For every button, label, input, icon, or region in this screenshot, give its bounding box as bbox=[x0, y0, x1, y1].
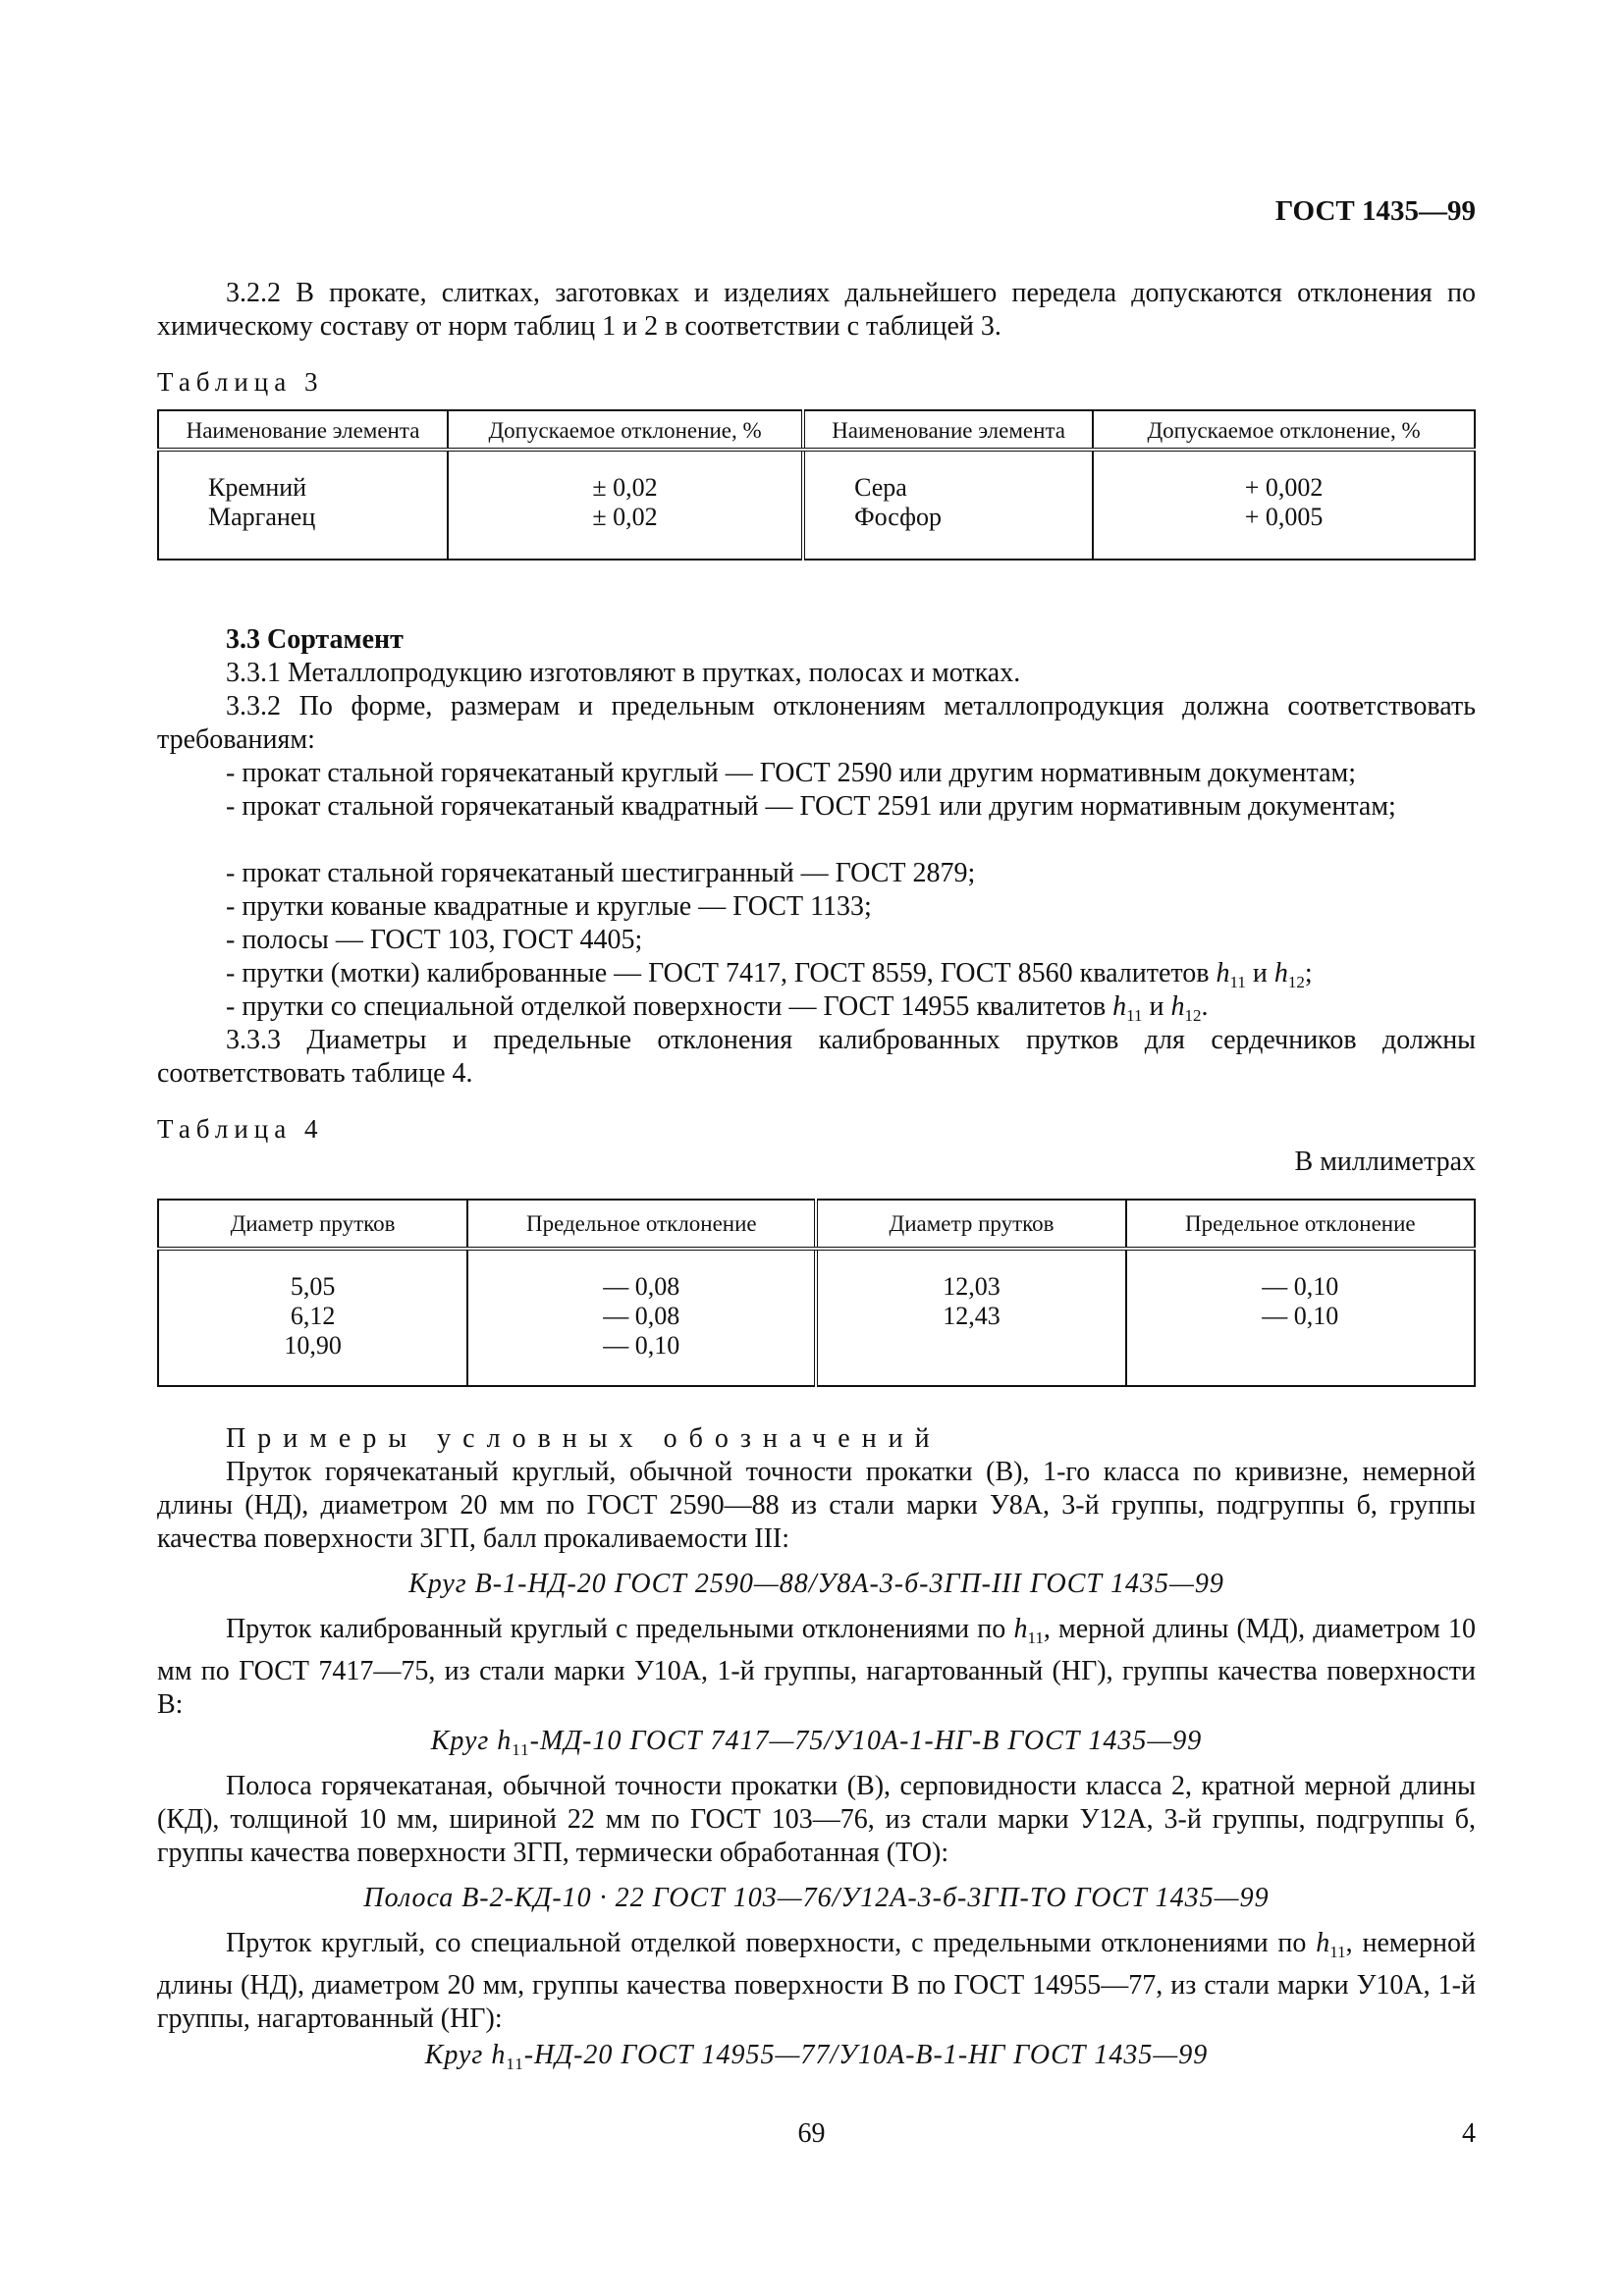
table-cell: ± 0,02 bbox=[592, 503, 658, 531]
example-3-designation: Полоса В-2-КД-10 · 22 ГОСТ 103—76/У12А-3-б-3ГП-ТО ГОСТ 1435—99 bbox=[363, 1883, 1270, 1913]
table3-col-deviation bbox=[448, 450, 803, 560]
table4-col-diameter-2 bbox=[816, 1249, 1125, 1386]
table-cell: 6,12 bbox=[290, 1302, 336, 1330]
table-cell: — 0,10 bbox=[1262, 1302, 1339, 1330]
page-number: 69 bbox=[797, 2118, 826, 2149]
table-3 bbox=[157, 409, 1476, 561]
table3-col-element-2 bbox=[803, 450, 1093, 560]
list-item-text: - прутки со специальной отделкой поверхности — ГОСТ 14955 квалитетов bbox=[226, 991, 1107, 1022]
designation-rest: -НД-20 ГОСТ 14955—77/У10А-В-1-НГ ГОСТ 1435—99 bbox=[523, 2040, 1209, 2070]
sheet-number: 4 bbox=[1462, 2118, 1476, 2149]
paragraph-3-3-3: 3.3.3 Диаметры и предельные отклонения калиброванных прутков для сердечников должны соответствовать таблице 4. bbox=[157, 1025, 1476, 1089]
table4-units: В миллиметрах bbox=[1294, 1147, 1476, 1177]
table-4 bbox=[157, 1199, 1476, 1387]
list-item: - полосы — ГОСТ 103, ГОСТ 4405; bbox=[226, 925, 643, 955]
table4-col-diameter bbox=[158, 1249, 467, 1386]
table-cell: Сера bbox=[854, 473, 907, 502]
table-cell: 5,05 bbox=[290, 1272, 336, 1301]
table-cell: + 0,005 bbox=[1244, 503, 1324, 531]
h-letter: h bbox=[1170, 991, 1185, 1022]
h-letter: h bbox=[1112, 991, 1127, 1022]
document-code: ГОСТ 1435—99 bbox=[1274, 195, 1476, 227]
table3-caption: Таблица 3 bbox=[157, 367, 324, 397]
list-item: - прутки кованые квадратные и круглые — ГОСТ 1133; bbox=[226, 891, 872, 922]
h-letter: h bbox=[1316, 1928, 1330, 1958]
table-cell: — 0,10 bbox=[1262, 1272, 1339, 1301]
subscript: 12 bbox=[1184, 1006, 1202, 1025]
punctuation: ; bbox=[1304, 958, 1313, 988]
h-letter: h bbox=[497, 1726, 513, 1756]
table-cell: + 0,002 bbox=[1244, 473, 1324, 502]
list-item: - прокат стальной горячекатаный шестигранный — ГОСТ 2879; bbox=[226, 858, 976, 888]
paragraph-3-3-2: 3.3.2 По форме, размерам и предельным отклонениям металлопродукция должна соответствовать требованиям: bbox=[157, 691, 1476, 755]
table-cell: 12,43 bbox=[943, 1302, 1001, 1330]
subscript: 11 bbox=[512, 1740, 530, 1759]
table3-header-deviation: Допускаемое отклонение, % bbox=[448, 410, 803, 450]
table3-header-element: Наименование элемента bbox=[158, 410, 448, 450]
table-cell: 10,90 bbox=[284, 1331, 342, 1360]
list-item: - прокат стальной горячекатаный квадратный — ГОСТ 2591 или другим нормативным документам; bbox=[226, 791, 1396, 822]
list-item: - прокат стальной горячекатаный круглый — ГОСТ 2590 или другим нормативным документам; bbox=[226, 758, 1357, 788]
h-letter: h bbox=[1273, 958, 1288, 988]
designation-prefix: Круг bbox=[430, 1726, 490, 1756]
section-3-3-title: 3.3 Сортамент bbox=[226, 624, 404, 655]
example-2-designation bbox=[157, 1725, 1476, 1767]
table4-caption: Таблица 4 bbox=[157, 1114, 324, 1144]
subscript: 11 bbox=[1027, 1629, 1044, 1647]
example-2-text bbox=[157, 1613, 1476, 1722]
punctuation: . bbox=[1201, 991, 1209, 1022]
table3-header-element-2: Наименование элемента bbox=[803, 410, 1093, 450]
example-1-text: Пруток горячекатаный круглый, обычной точности прокатки (В), 1-го класса по кривизне, немерной длины (НД), диаметром 20 мм по ГОСТ 2590—88 из стали марки У8А, 3-й группы, подгруппы б, группы качества поверхности 3ГП, балл прокаливаемости III: bbox=[157, 1457, 1476, 1554]
table4-col-deviation bbox=[467, 1249, 816, 1386]
example-text: Пруток круглый, со специальной отделкой поверхности, с предельными отклонениями по bbox=[226, 1928, 1307, 1958]
table-cell: 12,03 bbox=[943, 1272, 1001, 1301]
conjunction: и bbox=[1252, 958, 1268, 988]
conjunction: и bbox=[1149, 991, 1164, 1022]
example-4-text bbox=[157, 1927, 1476, 2036]
list-item-text: - прутки (мотки) калиброванные — ГОСТ 7417, ГОСТ 8559, ГОСТ 8560 квалитетов bbox=[226, 958, 1210, 988]
subscript: 11 bbox=[1329, 1943, 1346, 1961]
table4-header-deviation: Предельное отклонение bbox=[467, 1200, 816, 1249]
example-3-text: Полоса горячекатаная, обычной точности прокатки (В), серповидности класса 2, кратной мерной длины (КД), толщиной 10 мм, шириной 22 мм по ГОСТ 103—76, из стали марки У12А, 3-й группы, подгруппы б, группы качества поверхности 3ГП, термически обработанная (ТО): bbox=[157, 1771, 1476, 1868]
paragraph-3-2-2: 3.2.2 В прокате, слитках, заготовках и изделиях дальнейшего передела допускаются отклонения по химическому составу от норм таблиц 1 и 2 в соответствии с таблицей 3. bbox=[157, 278, 1476, 342]
table-cell: — 0,08 bbox=[603, 1272, 680, 1301]
examples-title: Примеры условных обозначений bbox=[226, 1423, 942, 1454]
table-cell: Фосфор bbox=[854, 503, 942, 531]
subscript: 11 bbox=[1126, 1006, 1143, 1025]
example-text: , немерной длины (НД), диаметром 20 мм, группы качества поверхности В по ГОСТ 14955—77, из стали марки У10А, 1-й группы, нагартованный (НГ): bbox=[157, 1928, 1477, 2034]
table4-col-deviation-2 bbox=[1126, 1249, 1475, 1386]
table4-header-deviation-2: Предельное отклонение bbox=[1126, 1200, 1475, 1249]
paragraph-3-3-1: 3.3.1 Металлопродукцию изготовляют в прутках, полосах и мотках. bbox=[226, 658, 1021, 688]
h-letter: h bbox=[1216, 958, 1230, 988]
h-letter: h bbox=[491, 2040, 507, 2070]
table3-header-deviation-2: Допускаемое отклонение, % bbox=[1093, 410, 1475, 450]
subscript: 12 bbox=[1287, 973, 1305, 991]
example-text: Пруток калиброванный круглый с предельными отклонениями по bbox=[226, 1614, 1006, 1644]
table3-col-deviation-2 bbox=[1093, 450, 1475, 560]
table-cell: — 0,10 bbox=[603, 1331, 680, 1360]
example-4-designation bbox=[157, 2039, 1476, 2081]
table3-col-element bbox=[158, 450, 448, 560]
example-text: , мерной длины (МД), диаметром 10 мм по ГОСТ 7417—75, из стали марки У10А, 1-й группы, нагартованный (НГ), группы качества поверхности В: bbox=[157, 1614, 1476, 1720]
table-cell: — 0,08 bbox=[603, 1302, 680, 1330]
table-cell: ± 0,02 bbox=[592, 473, 658, 502]
table4-header-diameter: Диаметр прутков bbox=[158, 1200, 467, 1249]
designation-prefix: Круг bbox=[424, 2040, 484, 2070]
subscript: 11 bbox=[1229, 973, 1246, 991]
table-cell: Кремний bbox=[208, 473, 307, 502]
subscript: 11 bbox=[506, 2055, 524, 2073]
designation-rest: -МД-10 ГОСТ 7417—75/У10А-1-НГ-В ГОСТ 1435—99 bbox=[529, 1726, 1203, 1756]
example-1-designation: Круг В-1-НД-20 ГОСТ 2590—88/У8А-3-б-3ГП-III ГОСТ 1435—99 bbox=[408, 1569, 1224, 1599]
table4-header-diameter-2: Диаметр прутков bbox=[816, 1200, 1125, 1249]
table-cell: Марганец bbox=[208, 503, 316, 531]
h-letter: h bbox=[1013, 1614, 1028, 1644]
